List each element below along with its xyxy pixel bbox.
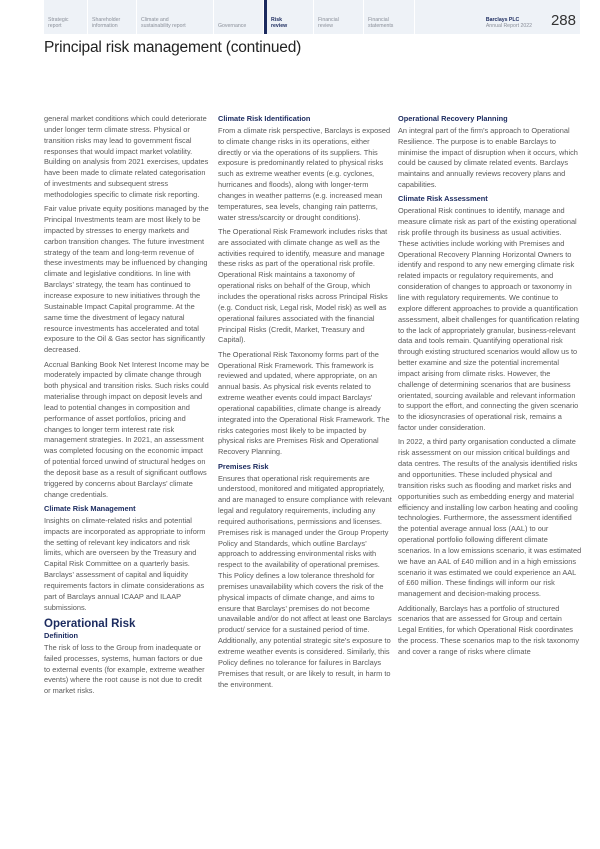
nav-tab-financial-statements[interactable]: Financial statements (364, 0, 415, 34)
nav-tab-governance[interactable]: Governance (214, 0, 264, 34)
page-title: Principal risk management (continued) (44, 39, 302, 56)
heading-premises-risk: Premises Risk (218, 461, 269, 471)
section-nav (44, 0, 580, 34)
paragraph: The Operational Risk Framework includes risks that are associated with climate change as well as the activities required to identify, measure and manage these risks as part of the operational risk profile. Operational Risk maintains a taxonomy of operational risks on behalf of the Group, which includes the operational risks across Principal Risks (e.g. Conduct risk, Legal risk, Model risk) as well as operational failures associated with the financial Principal Risks (Credit, Market, Treasury and Capital). (218, 226, 388, 345)
nav-tab-risk-review[interactable]: Risk review (264, 0, 314, 34)
paragraph: Accrual Banking Book Net Interest Income may be moderately impacted by climate change through both physical and transition risks. Such risks could materialise through impact on deposit levels and lead to potential changes in composition and performance of asset portfolios, pricing and changes to longer term interest rate risk management strategies. In 2021, an assessment was completed focusing on the economic impact of potential forced unwind of structural hedges on the deposit base as a result of significant outflows triggered by concerns about Barclays’ climate change credentials. (44, 359, 210, 499)
paragraph: Fair value private equity positions managed by the Principal Investments team are most likely to be impacted by stresses to energy markets and carbon transition changes. The future investment strategy of the team and long-term revenue of these investments may be influenced by changing climate and legislative conditions. In line with Barclays’ strategy, the team has continued to increase exposure to new initiatives through the Sustainable Impact Capital programme. At the same time the divestment of legacy natural resource investments has accelerated and total exposure to the Oil & Gas sector has significantly decreased. (44, 204, 209, 355)
paragraph: Insights on climate-related risks and potential impacts are incorporated as appropriate to inform the setting of relevant key indicators and risk limits, which are overseen by the Treasury and Capital Risk Committee on a quarterly basis. Barclays’ assessment of capital and liquidity requirements factors in climate considerations as part of Barclays annual ICAAP and ILAAP submissions. (44, 515, 206, 612)
heading-climate-risk-assessment: Climate Risk Assessment (398, 194, 488, 204)
report-brand: Barclays PLC Annual Report 2022 (485, 17, 532, 30)
paragraph: In 2022, a third party organisation conducted a climate risk assessment on our mission critical buildings and data centres. The results of the analysis identified risks and opportunities. These included physical and transition risks such as flooding and market risks and opportunities such as embedding energy and material efficiency and installing low carbon heating and cooling technologies. Furthermore, the assessment identified the potential average annual loss (AAL) to our operational portfolio following different climate scenarios. In a low emissions scenario, it was estimated we have an AAL of £40 million and in a high emissions scenario it was estimated we could experience an AAL of £60 million. These findings will inform our risk management and decision-making process. (398, 437, 582, 599)
column-3 (398, 114, 582, 661)
nav-tab-strategic-report[interactable]: Strategic report (44, 0, 88, 34)
heading-operational-risk: Operational Risk (44, 617, 136, 630)
paragraph: The risk of loss to the Group from inadequate or failed processes, systems, human factors or due to external events (for example, extreme weather events) where the root cause is not due to credit or market risks. (44, 642, 205, 696)
nav-tab-financial-review[interactable]: Financial review (314, 0, 364, 34)
paragraph: Operational Risk continues to identify, manage and measure climate risk as part of the existing operational risk profile through its business as usual activities. These activities include working with Premises and Operational Recovery Planning Horizontal Owners to identify and respond to any new emerging climate risk related impacts or regulatory requirements, and consideration of changes to approach or taxonomy in line with regulatory requirements. We continue to explore different approaches to provide a quantification assessment, albeit challenges for quantification relating to the lack of appropriately granular, business-relevant data and tools remain. Quantifying operational risk through existing structured scenarios would allow us to better examine and size the potential incremental impact arising from climate risks. However, the challenge of determining scenarios that are business orientated, sourcing available and relevant information to support the effort, and connecting the given scenario to the idiosyncrasies of operational risk, remains a factor under consideration. (398, 206, 580, 433)
heading-operational-recovery-planning: Operational Recovery Planning (398, 114, 508, 123)
paragraph: From a climate risk perspective, Barclays is exposed to climate change risks in its operations, either directly or via the operations of its suppliers. This exposure is predominantly related to physical risks such as extreme weather events (e.g. cyclones, hurricanes and floods), along with longer-term changes in weather patterns (e.g. increased mean temperatures, sea levels, changing rain patterns, water stress/scarcity or drought conditions). (218, 125, 391, 222)
nav-tab-climate-report[interactable]: Climate and sustainability report (137, 0, 214, 34)
column-2 (218, 114, 392, 694)
page-number: 288 (550, 12, 576, 29)
heading-definition: Definition (44, 630, 79, 640)
paragraph: general market conditions which could deteriorate under longer term climate stress. Physical or transition risks may lead to government fiscal responses that would impact market volatility. Building on analysis from 2021 exercises, updates have been made to climate related categorisation of investments and subsequent stress methodologies specific to climate risk reporting. (44, 114, 209, 199)
paragraph: Ensures that operational risk requirements are understood, monitored and mitigated appropriately, and are managed to ensure compliance with relevant legal and regulatory requirements, including any required authorisations, permissions and licenses. Premises risk is managed under the Group Property Policy and Standards, which outline Barclays’ approach to addressing environmental risks with respect to the availability of operational premises. This Policy defines a low tolerance threshold for premises unavailability which covers the risk of the physical impacts of climate change, and aims to ensure that Barclays’ premises do not become unavailable and/or do not affect at least one Barclays product/ service for a sustained period of time. Additionally, any potential strategic site’s exposure to extreme weather events is considered. Similarly, this Policy defines no tolerance for failures in Barclays Premises that result, or are likely to result, in harm to the environment. (218, 473, 392, 689)
column-1 (44, 114, 210, 701)
paragraph: Additionally, Barclays has a portfolio of structured scenarios that are assessed for Group and certain Legal Entities, for which Operational Risk coordinates the process. These scenarios map to the risk taxonomy and cover a range of risks where climate (398, 603, 580, 656)
paragraph: An integral part of the firm’s approach to Operational Resilience. The purpose is to enable Barclays to minimise the impact of disruption when it occurs, which could be caused by climate related events. Barclays maintains and annually reviews recovery plans and capabilities. (398, 125, 578, 190)
paragraph: The Operational Risk Taxonomy forms part of the Operational Risk Framework. This framework is reviewed and updated, where appropriate, on an annual basis. As physical risk events related to extreme weather events could impact Barclays’ operational capabilities, climate change is already integrated into the Operational Risk Framework. The risks categories most likely to be impacted by physical risks are Premises Risk and Operational Recovery Planning. (218, 349, 390, 457)
heading-climate-risk-identification: Climate Risk Identification (218, 114, 311, 123)
nav-tab-shareholder-information[interactable]: Shareholder information (88, 0, 137, 34)
heading-climate-risk-management: Climate Risk Management (44, 504, 136, 514)
